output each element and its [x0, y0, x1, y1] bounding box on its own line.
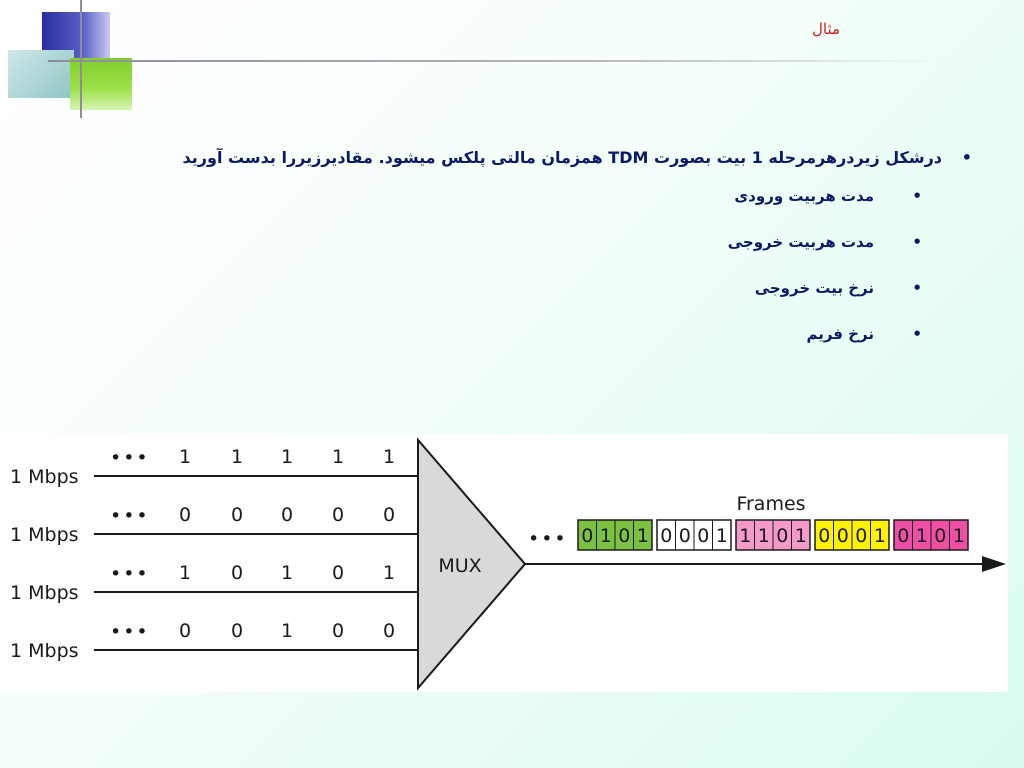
logo-teal-square [8, 50, 74, 98]
tdm-diagram [0, 434, 1008, 692]
input-rate-label: 1 Mbps [10, 582, 79, 604]
sub-bullet-input-bit-duration: • مدت هربیت ورودی [72, 173, 922, 219]
tdm-diagram-svg [0, 434, 1008, 692]
frame-bit: 1 [794, 525, 807, 547]
frame-bit: 0 [678, 525, 691, 547]
slide-title: مثال [811, 20, 840, 38]
input-rate-label: 1 Mbps [10, 466, 79, 488]
input-bit: 1 [331, 446, 345, 468]
input-bit: 0 [178, 504, 192, 526]
input-bit: 1 [280, 562, 294, 584]
frame-bit: 0 [836, 525, 849, 547]
frame-bit: 1 [715, 525, 728, 547]
frame-bit: 0 [660, 525, 673, 547]
frame-bit: 0 [618, 525, 631, 547]
mux-label: MUX [438, 555, 482, 577]
input-rate-label: 1 Mbps [10, 524, 79, 546]
input-bit: 1 [178, 446, 192, 468]
logo-vertical-line [80, 0, 82, 118]
input-bit: 1 [280, 620, 294, 642]
frame-bit: 1 [873, 525, 886, 547]
input-bit: 0 [280, 504, 294, 526]
input-bit: 0 [331, 620, 345, 642]
input-bit: 0 [178, 620, 192, 642]
input-ellipsis: ••• [110, 563, 150, 585]
frame-bit: 1 [952, 525, 965, 547]
input-ellipsis: ••• [110, 621, 150, 643]
title-underline [48, 60, 948, 62]
input-bit: 0 [230, 504, 244, 526]
main-bullet: • درشکل زیردرهرمرحله 1 بیت بصورت TDM همزمان مالتی پلکس میشود. مقادیرزیررا بدست آورید [72, 143, 972, 173]
input-bit: 1 [280, 446, 294, 468]
input-bit: 0 [382, 504, 396, 526]
frame-bit: 0 [776, 525, 789, 547]
frame-bit: 1 [915, 525, 928, 547]
frame-bit: 0 [855, 525, 868, 547]
input-bit: 0 [331, 504, 345, 526]
frame-bit: 0 [818, 525, 831, 547]
frame-bit: 0 [581, 525, 594, 547]
frames-label: Frames [736, 493, 806, 515]
input-ellipsis: ••• [110, 505, 150, 527]
frame-bit: 1 [739, 525, 752, 547]
frame-bit: 0 [934, 525, 947, 547]
frame-bit: 1 [757, 525, 770, 547]
frame-bit: 0 [697, 525, 710, 547]
frame-bit: 1 [636, 525, 649, 547]
input-bit: 1 [382, 562, 396, 584]
sub-bullet-output-bit-rate: • نرخ بیت خروجی [72, 265, 922, 311]
input-bit: 0 [382, 620, 396, 642]
input-bit: 0 [230, 562, 244, 584]
frame-bit: 0 [897, 525, 910, 547]
input-bit: 0 [331, 562, 345, 584]
sub-bullet-output-bit-duration: • مدت هربیت خروجی [72, 219, 922, 265]
input-rate-label: 1 Mbps [10, 640, 79, 662]
input-bit: 1 [178, 562, 192, 584]
output-ellipsis: ••• [528, 528, 568, 550]
bullet-list [72, 143, 972, 357]
sub-bullet-frame-rate: • نرخ فریم [72, 311, 922, 357]
input-bit: 0 [230, 620, 244, 642]
output-arrow [982, 556, 1006, 572]
frame-bit: 1 [599, 525, 612, 547]
input-ellipsis: ••• [110, 447, 150, 469]
input-bit: 1 [230, 446, 244, 468]
input-bit: 1 [382, 446, 396, 468]
